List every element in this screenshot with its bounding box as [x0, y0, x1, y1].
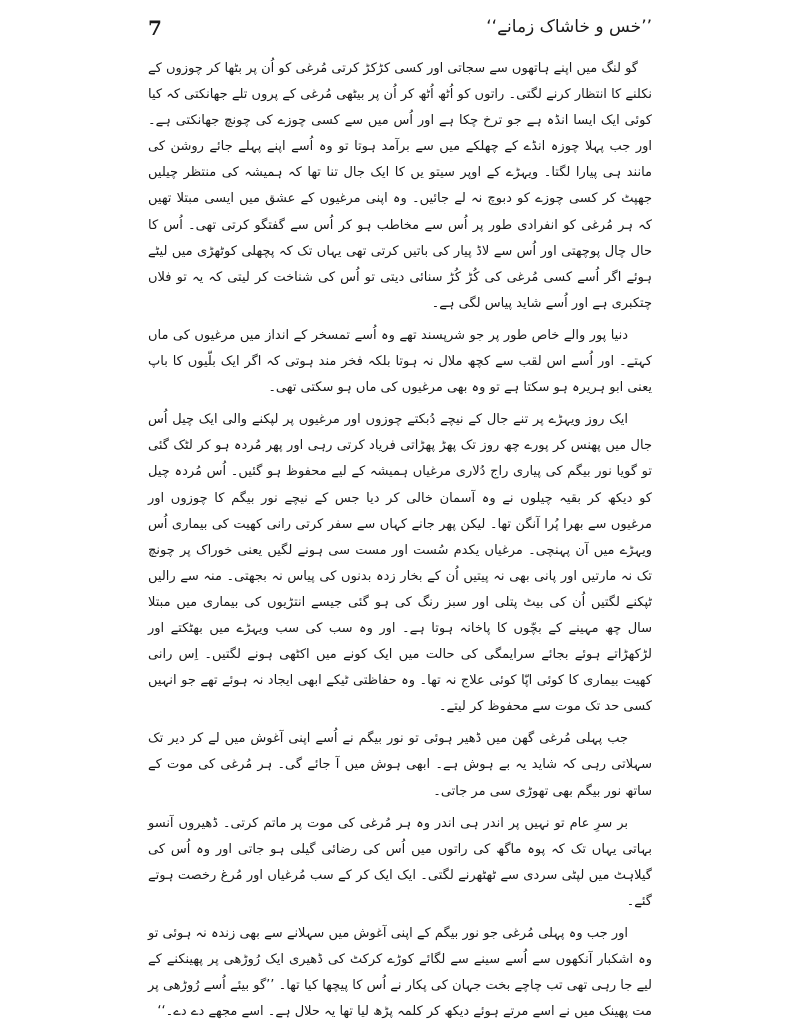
running-title: ’’خس و خاشاک زمانے‘‘ [486, 17, 652, 37]
paragraph: بر سرِ عام تو نہیں پر اندر ہی اندر وہ ہر مُرغی کی موت پر ماتم کرتی۔ ڈھیروں آنسو بہاتی یہاں تک کہ پوہ ماگھ کی راتوں میں اُس کی رضائی گیلی ہو جاتی اور وہ اُس کی گیلاہٹ میں لپٹی سردی سے ٹھٹھرنے لگتی۔ ایک ایک کر کے سب مُرغیاں اور مُرغ رخصت ہوتے گئے۔ [148, 815, 652, 909]
paragraph: گو لنگ میں اپنے ہاتھوں سے سجاتی اور کسی کڑکڑ کرتی مُرغی کو اُن پر بٹھا کر چوزوں کے نکلنے کا انتظار کرنے لگتی۔ راتوں کو اُٹھ اُٹھ کر اُن پر بیٹھی مُرغی کے پروں تلے جھانکتی کہ کیا کوئی ایک ایسا انڈہ ہے جو ترخ چکا ہے اور اُس میں سے کسی چوزے کی چونچ جھانکتی ہے۔ اور جب پہلا چوزہ انڈے کے چھلکے میں سے برآمد ہوتا تو وہ اُسے اپنے پہلے جائے روشن کی مانند ہی پیارا لگتا۔ ویہڑے کے اوپر سیتو یں کا ایک جال تنا تھا کہ ہمیشہ کی منتظر چیلیں جھپٹ کر کسی چوزے کو دبوچ نہ لے جائیں۔ وہ اپنی مرغیوں کے عشق میں ایسی مبتلا تھیں کہ ہر مُرغی کو انفرادی طور پر اُس سے مخاطب ہو کر اُس سے گفتگو کرتی تھی۔ اُس کا حال چال پوچھتی اور اُس سے لاڈ پیار کی باتیں کرتی تھی یہاں تک کہ پچھلی کوٹھڑی میں لیٹے ہوئے اگر اُسے کسی مُرغی کی کُڑ کُڑ سنائی دیتی تو اُس کی شناخت کر لیتی کہ یہ تو فلاں چتکبری ہے اور اُسے شاید پیاس لگی ہے۔ [148, 61, 652, 311]
page-header [148, 14, 652, 44]
body-text [148, 56, 652, 1020]
page-number: 7 [148, 16, 162, 40]
paragraph: اور جب وہ پہلی مُرغی جو نور بیگم کے اپنی آغوش میں سہلانے سے بھی زندہ نہ ہوئی تو وہ اشکبار آنکھوں سے اُسے سینے سے لگائے کوڑے کرکٹ کی ڈھیری ایک رُوڑھی پر پھینکنے کے لیے جا رہی تھی تب چاچے بخت جہان کی پکار نے اُس کا پیچھا کیا تھا۔ ’’گو بیئے اُسے رُوڑھی پر مت پھینک میں نے اسے مرتے ہوئے دیکھ کر کلمہ پڑھ لیا تھا یہ حلال ہے۔ اسے مجھے دے دے۔‘‘ [148, 926, 652, 1020]
paragraph: جب پہلی مُرغی گھن میں ڈھیر ہوئی تو نور بیگم نے اُسے اپنی آغوش میں لے کر دیر تک سہلاتی رہی کہ شاید یہ بے ہوش ہے۔ ابھی ہوش میں آ جائے گی۔ ہر مُرغی کی موت کے ساتھ نور بیگم بھی تھوڑی سی مر جاتی۔ [148, 731, 652, 799]
paragraph: ایک روز ویہڑے پر تنے جال کے نیچے دُبکتے چوزوں اور مرغیوں پر لپکنے والی ایک چیل اُس جال میں پھنس کر پورے چھ روز تک پھڑ پھڑاتی فریاد کرتی رہی اور پھر مُردہ ہو کر لٹک گئی تو گویا نور بیگم کی پیاری راج دُلاری مرغیاں ہمیشہ کے لیے محفوظ ہو گئیں۔ اُس مُردہ چیل کو دیکھ کر بقیہ چیلوں نے وہ آسمان خالی کر دیا جس کے نیچے نور بیگم کا چوزوں اور مرغیوں سے بھرا پُرا آنگن تھا۔ لیکن پھر جانے کہاں سے سفر کرتی رانی کھیت کی بیماری اُس ویہڑے میں آن پہنچی۔ مرغیاں یکدم سُست اور مست سی ہونے لگیں یعنی خوراک پر چونچ تک نہ مارتیں اور پانی بھی نہ پیتیں اُن کے بخار زدہ بدنوں کی پیاس نہ بجھتی۔ منہ سے رالیں ٹپکنے لگتیں اُن کی بیٹ پتلی اور سبز رنگ کی ہو گئی جیسے انتڑیوں کی بیماری میں مبتلا سال چھ مہینے کے بچّوں کا پاخانہ ہوتا ہے۔ اور وہ سب کی سب ویہڑے میں بھٹکتے اور لڑکھڑاتے ہوئے بجائے سرایمگی کی حالت میں ایک کونے میں اکٹھی ہونے لگتیں۔ اِس رانی کھیت بیماری کا کوئی اپّا کوئی علاج نہ تھا۔ وہ حفاظتی ٹیکے ابھی ایجاد نہ ہوئے تھے جو انہیں کسی حد تک موت سے محفوظ کر لیتے۔ [148, 412, 652, 715]
paragraph: دنیا پور والے خاص طور پر جو شرپسند تھے وہ اُسے تمسخر کے انداز میں مرغیوں کی ماں کہتے۔ اور اُسے اس لقب سے کچھ ملال نہ ہوتا بلکہ فخر مند ہوتی کہ اگر ایک بلّیوں کا باپ یعنی ابو ہریرہ ہو سکتا ہے تو وہ بھی مرغیوں کی ماں ہو سکتی تھی۔ [148, 327, 652, 396]
